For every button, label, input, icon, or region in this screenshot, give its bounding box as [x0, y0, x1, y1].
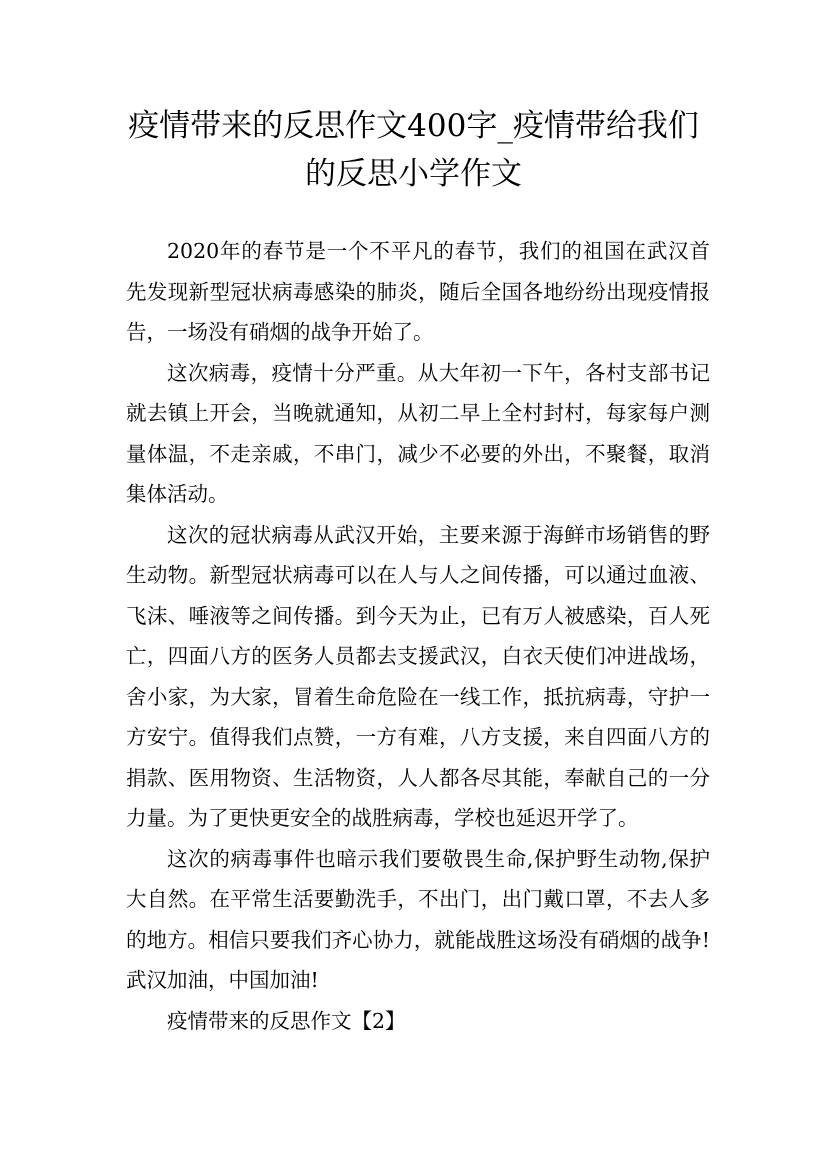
paragraph-4: 这次的病毒事件也暗示我们要敬畏生命,保护野生动物,保护大自然。在平常生活要勤洗手，不出门，出门戴口罩，不去人多的地方。相信只要我们齐心协力，就能战胜这场没有硝烟的战争!武汉加油，中国加油!	[126, 846, 710, 992]
paragraph-3: 这次的冠状病毒从武汉开始，主要来源于海鲜市场销售的野生动物。新型冠状病毒可以在人与人之间传播，可以通过血液、飞沫、唾液等之间传播。到今天为止，已有万人被感染，百人死亡，四面八方的医务人员都去支援武汉，白衣天使们冲进战场，舍小家，为大家，冒着生命危险在一线工作，抵抗病毒，守护一方安宁。值得我们点赞，一方有难，八方支援，来自四面八方的捐款、医用物资、生活物资，人人都各尽其能，奉献自己的一分力量。为了更快更安全的战胜病毒，学校也延迟开学了。	[126, 522, 710, 830]
paragraph-2: 这次病毒，疫情十分严重。从大年初一下午，各村支部书记就去镇上开会，当晚就通知，从初二早上全村封村，每家每户测量体温，不走亲戚，不串门，减少不必要的外出，不聚餐，取消集体活动。	[126, 360, 710, 506]
paragraph-1: 2020年的春节是一个不平凡的春节，我们的祖国在武汉首先发现新型冠状病毒感染的肺炎，随后全国各地纷纷出现疫情报告，一场没有硝烟的战争开始了。	[126, 239, 710, 344]
section-heading: 疫情带来的反思作文【2】	[167, 1008, 406, 1033]
document-title: 疫情带来的反思作文400字_疫情带给我们的反思小学作文	[128, 108, 699, 192]
document-body	[126, 231, 710, 1041]
